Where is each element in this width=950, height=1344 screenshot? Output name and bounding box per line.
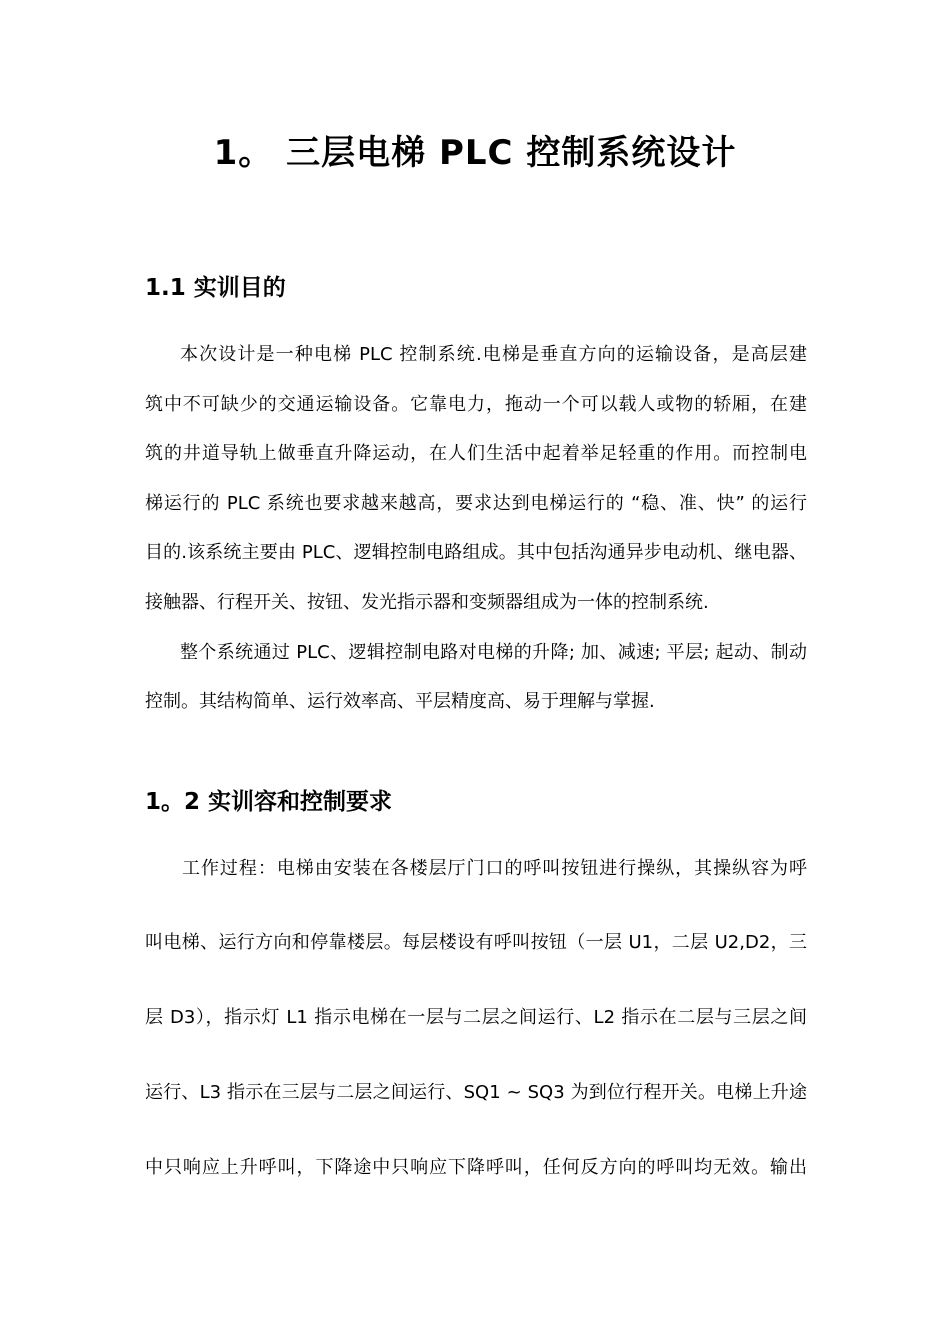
paragraph-line: 叫电梯、运行方向和停靠楼层。每层楼设有呼叫按钮（一层 U1，二层 U2,D2，三 [145,932,807,953]
paragraph-line: 工作过程：电梯由安装在各楼层厅门口的呼叫按钮进行操纵，其操纵容为呼 [182,858,807,879]
section-heading-training-content: 1。2 实训容和控制要求 [145,789,393,815]
page-title: 1。 三层电梯 PLC 控制系统设计 [213,133,737,173]
paragraph-line: 筑中不可缺少的交通运输设备。它靠电力，拖动一个可以载人或物的轿厢，在建 [145,394,807,415]
paragraph-line: 目的.该系统主要由 PLC、逻辑控制电路组成。其中包括沟通异步电动机、继电器、 [145,542,807,563]
paragraph-line: 层 D3），指示灯 L1 指示电梯在一层与二层之间运行、L2 指示在二层与三层之间 [145,1007,807,1028]
section-heading-training-purpose: 1.1 实训目的 [145,275,286,301]
paragraph-line: 中只响应上升呼叫，下降途中只响应下降呼叫，任何反方向的呼叫均无效。输出 [145,1157,807,1178]
paragraph-line: 运行、L3 指示在三层与二层之间运行、SQ1 ~ SQ3 为到位行程开关。电梯上升途 [145,1082,807,1103]
paragraph-line: 梯运行的 PLC 系统也要求越来越高，要求达到电梯运行的 “稳、准、快” 的运行 [145,493,807,514]
paragraph-line: 本次设计是一种电梯 PLC 控制系统.电梯是垂直方向的运输设备，是高层建 [180,344,807,365]
paragraph-line: 整个系统通过 PLC、逻辑控制电路对电梯的升降; 加、减速; 平层; 起动、制动 [180,642,807,663]
paragraph-line: 控制。其结构简单、运行效率高、平层精度高、易于理解与掌握. [145,691,655,712]
paragraph-line: 接触器、行程开关、按钮、发光指示器和变频器组成为一体的控制系统. [145,592,709,613]
paragraph-line: 筑的井道导轨上做垂直升降运动，在人们生活中起着举足轻重的作用。而控制电 [145,443,807,464]
